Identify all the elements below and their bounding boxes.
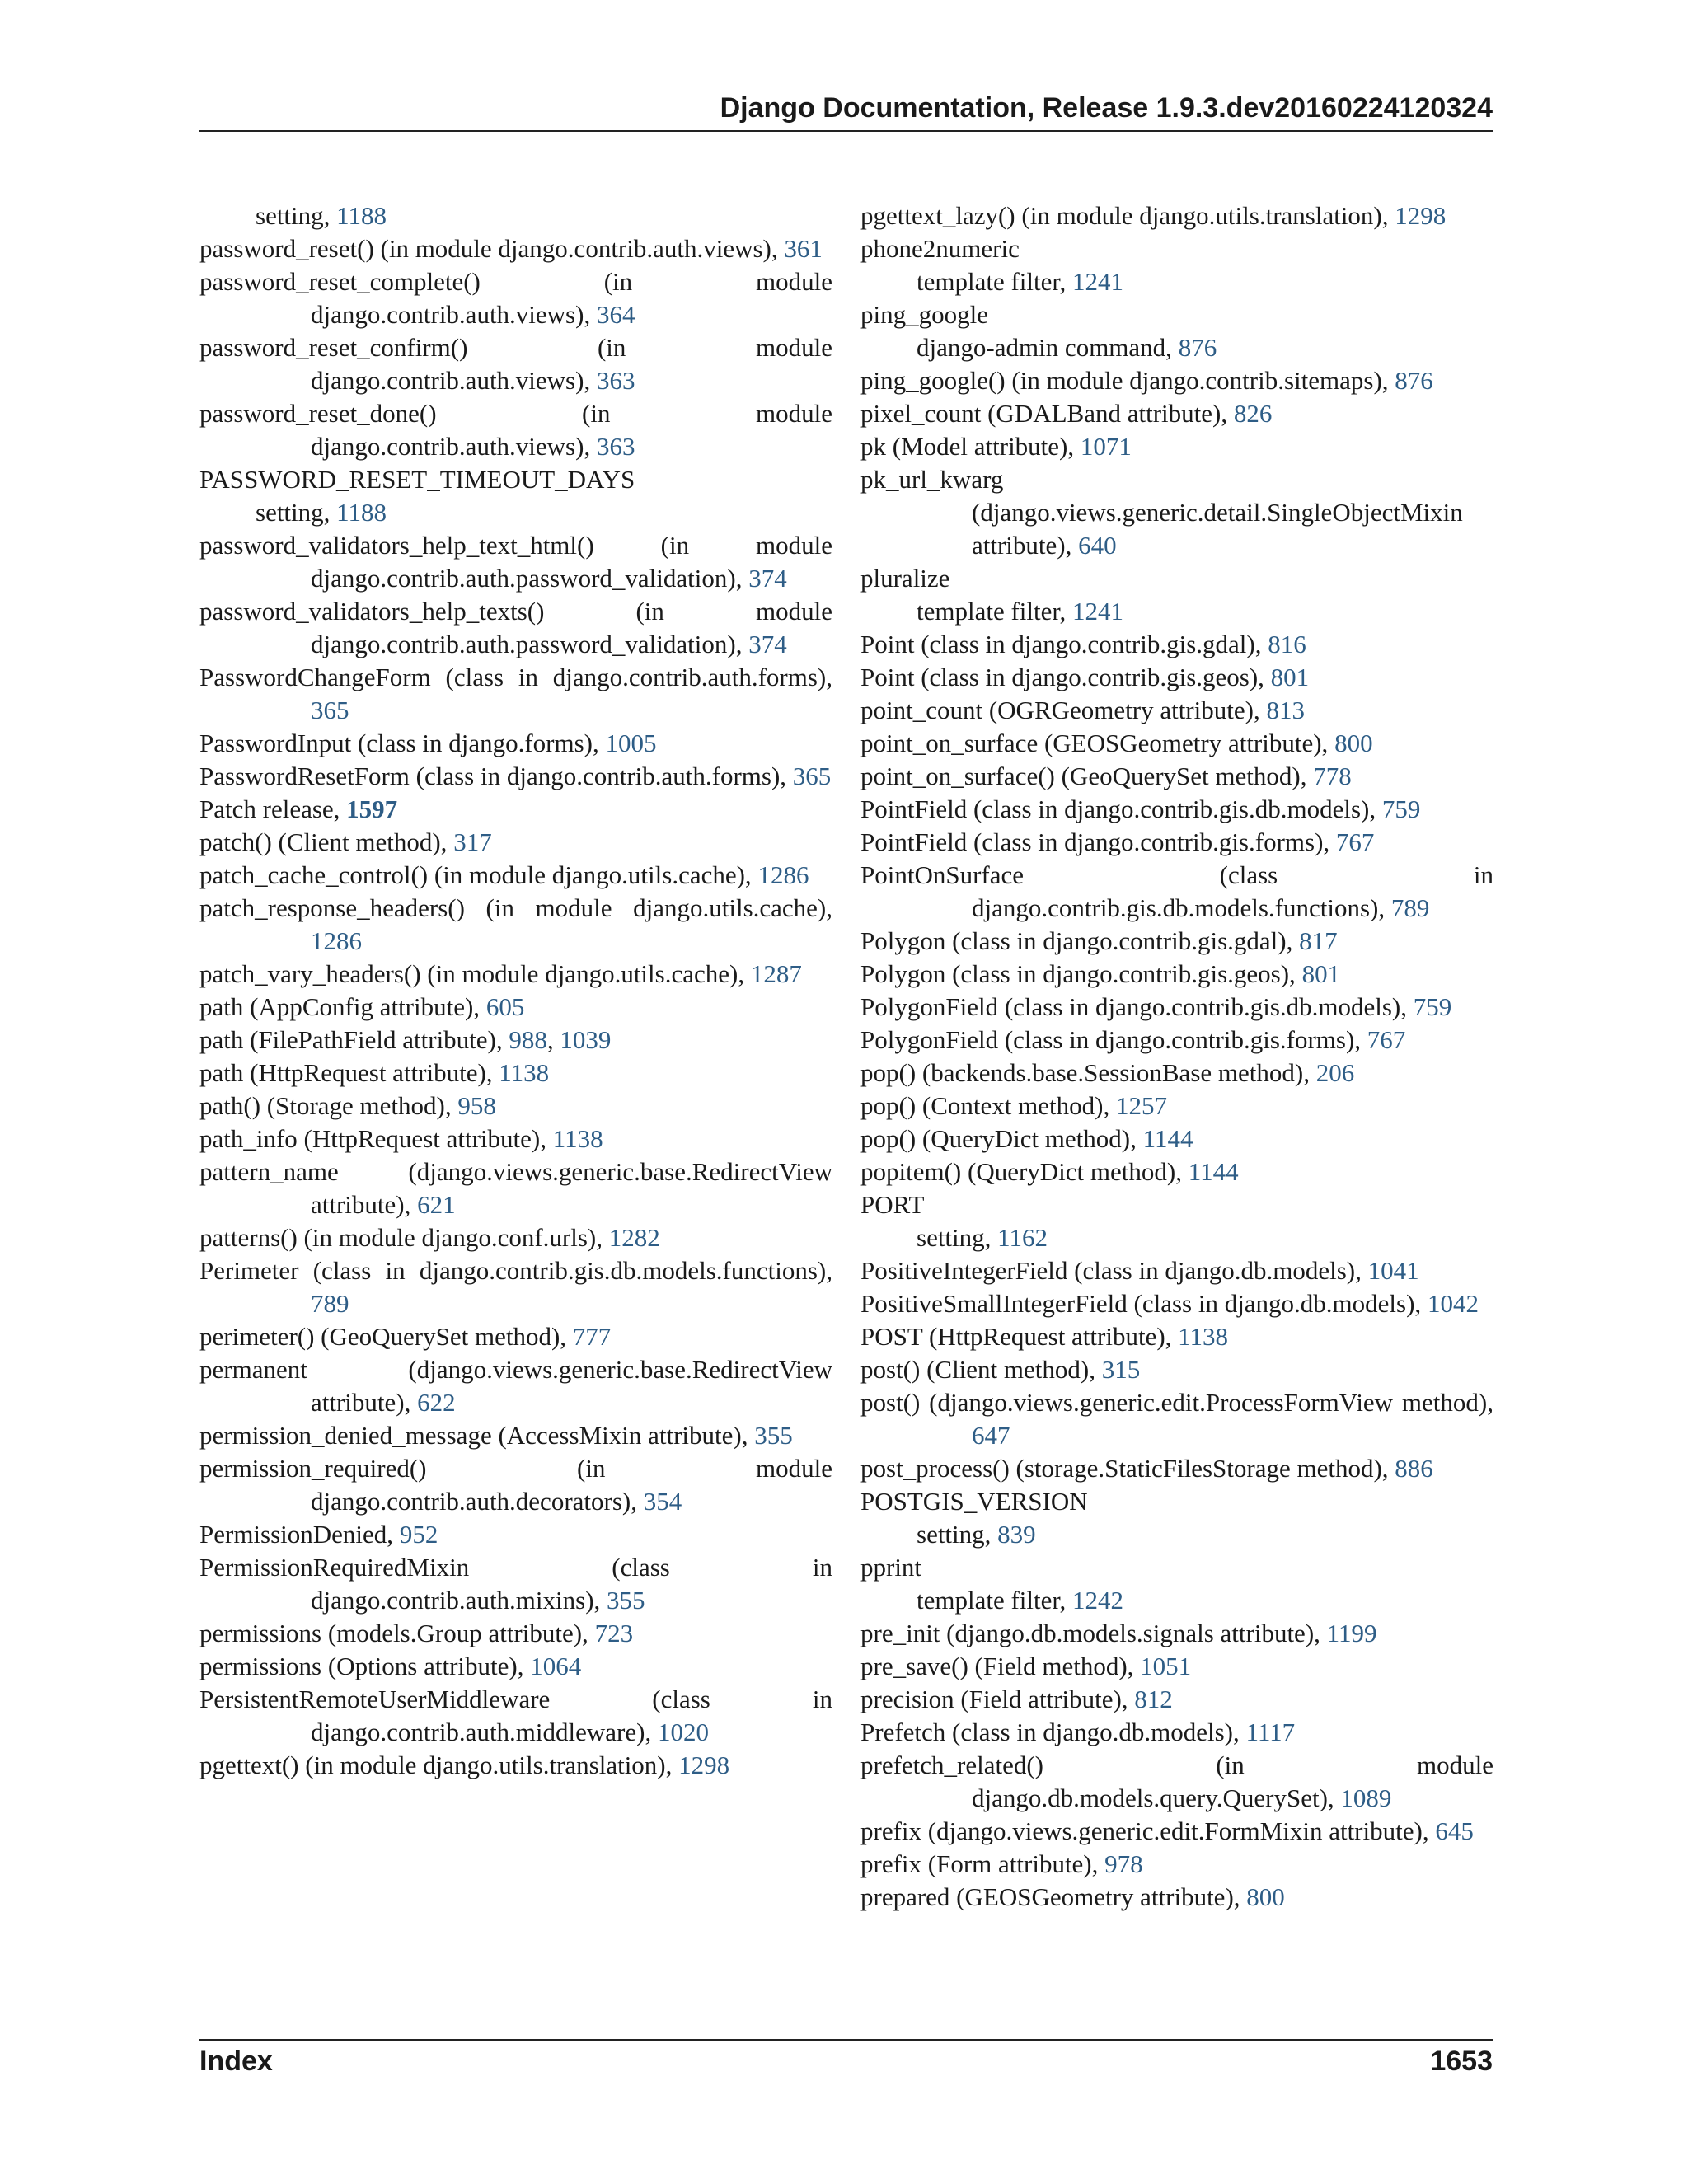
page-reference-link[interactable]: 1242 <box>1071 1586 1123 1615</box>
page-reference-link[interactable]: 355 <box>754 1421 793 1450</box>
index-entry-text: post_process() (storage.StaticFilesStorage method), <box>860 1454 1395 1483</box>
index-entry <box>860 661 1493 694</box>
page-reference-link[interactable]: 1241 <box>1071 267 1123 296</box>
index-entry-text: pop() (backends.base.SessionBase method), <box>860 1058 1316 1087</box>
index-entry-text: permission_denied_message (AccessMixin attribute), <box>199 1421 755 1450</box>
index-entry <box>199 463 832 496</box>
index-entry <box>199 892 832 958</box>
page-reference-link[interactable]: 1064 <box>530 1652 582 1680</box>
index-subentry <box>199 496 832 529</box>
page-reference-link[interactable]: 767 <box>1335 827 1375 856</box>
index-entry <box>199 1155 832 1221</box>
page-reference-link[interactable]: 364 <box>596 300 635 329</box>
page-reference-link[interactable]: 317 <box>453 827 492 856</box>
index-entry-text: point_on_surface() (GeoQuerySet method), <box>860 762 1314 790</box>
index-entry-text: template filter, <box>917 597 1072 626</box>
index-entry <box>199 397 832 463</box>
page-reference-link[interactable]: 365 <box>311 696 349 724</box>
index-entry-text: point_count (OGRGeometry attribute), <box>860 696 1267 724</box>
index-entry-text: point_on_surface (GEOSGeometry attribute), <box>860 729 1335 757</box>
index-entry <box>860 1155 1493 1188</box>
index-entry-text: PASSWORD_RESET_TIMEOUT_DAYS <box>199 465 635 494</box>
page-reference-link[interactable]: 952 <box>399 1520 438 1549</box>
index-subentry <box>860 265 1493 298</box>
page-reference-link[interactable]: 1089 <box>1340 1783 1392 1812</box>
page-reference-link[interactable]: 826 <box>1233 399 1273 428</box>
page-reference-link[interactable]: 640 <box>1078 531 1117 560</box>
page-reference-link[interactable]: 1162 <box>997 1223 1048 1252</box>
page-reference-link[interactable]: 315 <box>1101 1355 1141 1384</box>
index-entry <box>199 1650 832 1683</box>
index-entry-text: Patch release, <box>199 794 347 823</box>
page-reference-link[interactable]: 621 <box>417 1190 456 1219</box>
index-entry-text: setting, <box>256 498 337 527</box>
page-reference-link[interactable]: 605 <box>485 992 525 1021</box>
index-entry-text: permission_required() (in module django.contrib.auth.decorators), <box>199 1454 832 1516</box>
index-entry <box>860 1485 1493 1518</box>
index-entry <box>860 925 1493 958</box>
index-entry-text: ping_google <box>860 300 988 329</box>
index-entry <box>199 991 832 1024</box>
page-reference-link[interactable]: 1282 <box>608 1223 660 1252</box>
index-entry <box>860 298 1493 331</box>
page-reference-link[interactable]: 839 <box>997 1520 1036 1549</box>
index-entry-text: Prefetch (class in django.db.models), <box>860 1718 1246 1746</box>
index-entry <box>860 1386 1493 1452</box>
page-reference-link[interactable]: 1042 <box>1427 1289 1479 1318</box>
page-reference-link[interactable]: 206 <box>1315 1058 1355 1087</box>
index-entry-text: permanent (django.views.generic.base.RedirectView attribute), <box>199 1355 832 1417</box>
index-entry <box>860 1551 1493 1584</box>
page-reference-link[interactable]: 801 <box>1301 959 1341 988</box>
page-reference-link[interactable]: 1286 <box>311 926 362 955</box>
index-entry-text: Point (class in django.contrib.gis.gdal), <box>860 630 1268 658</box>
page-reference-link[interactable]: 777 <box>572 1322 612 1351</box>
index-entry <box>199 265 832 331</box>
page-reference-link[interactable]: 1041 <box>1367 1256 1419 1285</box>
page-reference-link[interactable]: 1257 <box>1115 1091 1167 1120</box>
page-reference-link[interactable]: 1188 <box>336 201 387 230</box>
index-entry <box>860 859 1493 925</box>
index-entry-text: patch_vary_headers() (in module django.utils.cache), <box>199 959 751 988</box>
page-reference-link[interactable]: 801 <box>1270 663 1310 691</box>
index-entry-text: prepared (GEOSGeometry attribute), <box>860 1882 1247 1911</box>
index-entry-text: PositiveSmallIntegerField (class in django.db.models), <box>860 1289 1428 1318</box>
index-entry <box>199 1057 832 1090</box>
index-entry-text: post() (django.views.generic.edit.ProcessFormView method), <box>860 1388 1493 1417</box>
index-entry-text: PersistentRemoteUserMiddleware (class in django.contrib.auth.middleware), <box>199 1685 832 1746</box>
index-entry <box>860 1254 1493 1287</box>
index-entry-text: PointOnSurface (class in django.contrib.gis.db.models.functions), <box>860 860 1493 922</box>
page-reference-link[interactable]: 1144 <box>1188 1157 1239 1186</box>
index-entry-text: Polygon (class in django.contrib.gis.geos), <box>860 959 1302 988</box>
page-reference-link[interactable]: 958 <box>457 1091 496 1120</box>
index-entry <box>199 1452 832 1518</box>
index-entry-text: Point (class in django.contrib.gis.geos), <box>860 663 1271 691</box>
index-entry <box>860 562 1493 595</box>
index-entry <box>860 1320 1493 1353</box>
index-entry-text: password_reset_confirm() (in module django.contrib.auth.views), <box>199 333 832 395</box>
index-entry <box>199 1221 832 1254</box>
index-entry <box>199 859 832 892</box>
index-entry <box>199 661 832 727</box>
index-entry <box>860 1815 1493 1848</box>
index-entry-text: PolygonField (class in django.contrib.gis.db.models), <box>860 992 1414 1021</box>
index-entry <box>199 1320 832 1353</box>
index-entry-text: perimeter() (GeoQuerySet method), <box>199 1322 573 1351</box>
index-entry-text: password_reset() (in module django.contrib.auth.views), <box>199 234 785 263</box>
running-header: Django Documentation, Release 1.9.3.dev20160224120324 <box>720 92 1493 124</box>
page-reference-link[interactable]: 723 <box>594 1619 634 1647</box>
page-reference-link[interactable]: 361 <box>784 234 823 263</box>
index-entry <box>199 1683 832 1749</box>
index-entry <box>199 1749 832 1782</box>
index-entry <box>860 958 1493 991</box>
page-reference-link[interactable]: 800 <box>1246 1882 1285 1911</box>
index-entry-text: django-admin command, <box>917 333 1179 362</box>
index-subentry <box>860 1221 1493 1254</box>
page-reference-link[interactable]: 978 <box>1104 1849 1143 1878</box>
page-reference-link[interactable]: 1005 <box>605 729 657 757</box>
page-reference-link[interactable]: 816 <box>1268 630 1306 658</box>
index-entry <box>199 529 832 595</box>
index-entry-text: password_validators_help_texts() (in module django.contrib.auth.password_validation), <box>199 597 832 658</box>
index-entry <box>860 727 1493 760</box>
index-entry-text: pop() (QueryDict method), <box>860 1124 1143 1153</box>
page-reference-link[interactable]: 1188 <box>336 498 387 527</box>
index-entry <box>199 1090 832 1122</box>
index-entry <box>860 232 1493 265</box>
footer-section-label: Index <box>199 2046 273 2077</box>
index-subentry <box>860 595 1493 628</box>
index-entry <box>860 1057 1493 1090</box>
index-entry <box>860 1683 1493 1716</box>
page-reference-link[interactable]: 767 <box>1367 1025 1406 1054</box>
page-reference-link[interactable]: 355 <box>607 1586 645 1615</box>
index-entry-text: setting, <box>256 201 337 230</box>
footer-page-number: 1653 <box>1430 2046 1493 2077</box>
index-entry <box>860 1716 1493 1749</box>
page-reference-link[interactable]: 812 <box>1134 1685 1173 1713</box>
index-entry-text: path_info (HttpRequest attribute), <box>199 1124 553 1153</box>
page-reference-link[interactable]: 876 <box>1178 333 1217 362</box>
index-entry-text: pre_save() (Field method), <box>860 1652 1141 1680</box>
index-entry-text: post() (Client method), <box>860 1355 1102 1384</box>
page-reference-link[interactable]: 363 <box>596 366 635 395</box>
index-subentry <box>860 331 1493 364</box>
page-reference-link[interactable]: 1199 <box>1326 1619 1377 1647</box>
index-entry <box>199 760 832 793</box>
index-entry-text: setting, <box>917 1223 998 1252</box>
index-entry <box>860 1452 1493 1485</box>
index-entry <box>860 760 1493 793</box>
index-entry-text: permissions (Options attribute), <box>199 1652 531 1680</box>
index-entry-text: PasswordResetForm (class in django.contrib.auth.forms), <box>199 762 793 790</box>
page-reference-link[interactable]: 988 <box>509 1025 547 1054</box>
index-entry-text: PasswordChangeForm (class in django.contrib.auth.forms), <box>199 663 832 691</box>
index-entry-text: password_reset_complete() (in module django.contrib.auth.views), <box>199 267 832 329</box>
index-entry-text: pixel_count (GDALBand attribute), <box>860 399 1234 428</box>
index-entry-text: POST (HttpRequest attribute), <box>860 1322 1179 1351</box>
index-entry-text: popitem() (QueryDict method), <box>860 1157 1189 1186</box>
index-entry <box>860 1617 1493 1650</box>
index-entry-text: patch() (Client method), <box>199 827 454 856</box>
index-entry-text: pk (Model attribute), <box>860 432 1081 461</box>
index-entry <box>860 1650 1493 1683</box>
index-entry <box>860 397 1493 430</box>
index-entry <box>199 232 832 265</box>
index-entry-text: prefix (django.views.generic.edit.FormMixin attribute), <box>860 1816 1436 1845</box>
page-reference-link[interactable]: 1241 <box>1071 597 1123 626</box>
page-reference-link[interactable]: 365 <box>792 762 832 790</box>
index-entry-text: Polygon (class in django.contrib.gis.gdal), <box>860 926 1300 955</box>
index-entry-text: pk_url_kwarg (django.views.generic.detail.SingleObjectMixin attribute), <box>860 465 1463 560</box>
index-entry-text: ping_google() (in module django.contrib.sitemaps), <box>860 366 1395 395</box>
index-entry-text: PORT <box>860 1190 925 1219</box>
index-entry-text: patterns() (in module django.conf.urls), <box>199 1223 609 1252</box>
index-entry-text: Perimeter (class in django.contrib.gis.db.models.functions), <box>199 1256 832 1285</box>
index-entry-text: template filter, <box>917 1586 1072 1615</box>
page-reference-link[interactable]: 813 <box>1266 696 1305 724</box>
index-entry-text: password_validators_help_text_html() (in module django.contrib.auth.password_validation), <box>199 531 832 593</box>
page-reference-link[interactable]: 800 <box>1334 729 1373 757</box>
index-entry-text: PositiveIntegerField (class in django.db.models), <box>860 1256 1368 1285</box>
index-entry-text: patch_response_headers() (in module django.utils.cache), <box>199 893 832 922</box>
index-entry-text: PermissionDenied, <box>199 1520 400 1549</box>
index-entry <box>860 364 1493 397</box>
index-entry <box>860 694 1493 727</box>
index-entry-text: path (AppConfig attribute), <box>199 992 486 1021</box>
index-entry-text: permissions (models.Group attribute), <box>199 1619 595 1647</box>
index-entry <box>860 1287 1493 1320</box>
index-entry <box>199 1254 832 1320</box>
index-entry <box>199 595 832 661</box>
index-entry-text: path() (Storage method), <box>199 1091 458 1120</box>
index-entry <box>860 1881 1493 1914</box>
index-entry-text: prefetch_related() (in module django.db.models.query.QuerySet), <box>860 1750 1493 1812</box>
page-reference-link[interactable]: 759 <box>1413 992 1452 1021</box>
index-entry <box>199 1353 832 1419</box>
page-reference-link[interactable]: 647 <box>972 1421 1010 1450</box>
index-entry <box>199 727 832 760</box>
index-entry <box>199 1518 832 1551</box>
page-reference-link[interactable]: 886 <box>1395 1454 1433 1483</box>
index-entry-text: pgettext_lazy() (in module django.utils.translation), <box>860 201 1395 230</box>
index-entry <box>199 1617 832 1650</box>
index-entry-text: path (HttpRequest attribute), <box>199 1058 499 1087</box>
page-reference-link[interactable]: 363 <box>596 432 635 461</box>
index-subentry <box>199 199 832 232</box>
index-entry-text: pprint <box>860 1553 922 1582</box>
page-reference-link[interactable]: 1020 <box>657 1718 709 1746</box>
index-subentry <box>860 1584 1493 1617</box>
page-reference-link[interactable]: 1298 <box>678 1750 730 1779</box>
index-entry <box>199 1551 832 1617</box>
page-reference-link[interactable]: 817 <box>1299 926 1338 955</box>
index-entry <box>860 793 1493 826</box>
index-entry-text: patch_cache_control() (in module django.utils.cache), <box>199 860 758 889</box>
index-entry-text: PasswordInput (class in django.forms), <box>199 729 606 757</box>
index-entry-text: PermissionRequiredMixin (class in django.contrib.auth.mixins), <box>199 1553 832 1615</box>
index-entry <box>860 628 1493 661</box>
index-entry <box>860 430 1493 463</box>
page-reference-link[interactable]: 1138 <box>1178 1322 1229 1351</box>
page-reference-link[interactable]: 1138 <box>552 1124 603 1153</box>
index-entry <box>860 1353 1493 1386</box>
index-entry-text: POSTGIS_VERSION <box>860 1487 1088 1516</box>
page-reference-link[interactable]: 778 <box>1313 762 1352 790</box>
index-entry <box>860 826 1493 859</box>
index-entry <box>860 991 1493 1024</box>
page-reference-link[interactable]: 1144 <box>1142 1124 1193 1153</box>
footer-rule <box>199 2039 1493 2041</box>
page-reference-link[interactable]: 374 <box>748 630 787 658</box>
index-entry <box>860 1188 1493 1221</box>
index-entry <box>860 463 1493 562</box>
page-reference-link[interactable]: 1286 <box>757 860 809 889</box>
index-column-left <box>199 199 832 1782</box>
index-entry-text: path (FilePathField attribute), <box>199 1025 509 1054</box>
index-entry <box>199 826 832 859</box>
page-reference-link[interactable]: 876 <box>1395 366 1433 395</box>
index-entry-text: PointField (class in django.contrib.gis.forms), <box>860 827 1336 856</box>
page-reference-link[interactable]: 1138 <box>499 1058 550 1087</box>
index-entry: path (FilePathField attribute), 988, 1039 <box>199 1025 612 1054</box>
index-entry-text: pop() (Context method), <box>860 1091 1116 1120</box>
index-entry-text: PolygonField (class in django.contrib.gis.forms), <box>860 1025 1367 1054</box>
header-rule <box>199 130 1493 132</box>
page-reference-link[interactable]: 1117 <box>1245 1718 1296 1746</box>
index-entry <box>199 1122 832 1155</box>
index-entry <box>860 1024 1493 1057</box>
index-entry <box>199 958 832 991</box>
index-entry-text: pgettext() (in module django.utils.translation), <box>199 1750 679 1779</box>
page-reference-link[interactable]: 759 <box>1381 794 1421 823</box>
page-reference-link[interactable]: 1051 <box>1140 1652 1192 1680</box>
index-entry-text: prefix (Form attribute), <box>860 1849 1105 1878</box>
page-reference-link[interactable]: 354 <box>643 1487 682 1516</box>
index-entry <box>199 331 832 397</box>
index-entry-text: pre_init (django.db.models.signals attribute), <box>860 1619 1327 1647</box>
page-reference-link[interactable]: 1071 <box>1080 432 1132 461</box>
index-entry-text: setting, <box>917 1520 998 1549</box>
index-entry <box>860 199 1493 232</box>
page-reference-link[interactable]: 1298 <box>1395 201 1447 230</box>
index-entry <box>860 1090 1493 1122</box>
index-entry <box>860 1749 1493 1815</box>
index-entry-text: PointField (class in django.contrib.gis.db.models), <box>860 794 1382 823</box>
index-subentry <box>860 1518 1493 1551</box>
index-entry <box>860 1848 1493 1881</box>
page-reference-link[interactable]: 374 <box>748 564 787 593</box>
page-reference-link[interactable]: 1039 <box>560 1025 612 1054</box>
page-reference-link[interactable]: 622 <box>417 1388 456 1417</box>
index-entry <box>199 793 832 826</box>
index-column-right <box>860 199 1493 1914</box>
page-reference-link[interactable]: 1597 <box>346 794 398 823</box>
index-entry-text: template filter, <box>917 267 1072 296</box>
page-reference-link[interactable]: 645 <box>1435 1816 1474 1845</box>
index-entry <box>860 1122 1493 1155</box>
index-entry-text: pattern_name (django.views.generic.base.RedirectView attribute), <box>199 1157 832 1219</box>
page-reference-link[interactable]: 789 <box>311 1289 349 1318</box>
index-entry-text: phone2numeric <box>860 234 1020 263</box>
page-reference-link[interactable]: 1287 <box>750 959 802 988</box>
index-entry-text: precision (Field attribute), <box>860 1685 1135 1713</box>
index-entry-text: password_reset_done() (in module django.contrib.auth.views), <box>199 399 832 461</box>
index-entry-text: pluralize <box>860 564 950 593</box>
index-entry <box>199 1419 832 1452</box>
page-reference-link[interactable]: 789 <box>1390 893 1430 922</box>
